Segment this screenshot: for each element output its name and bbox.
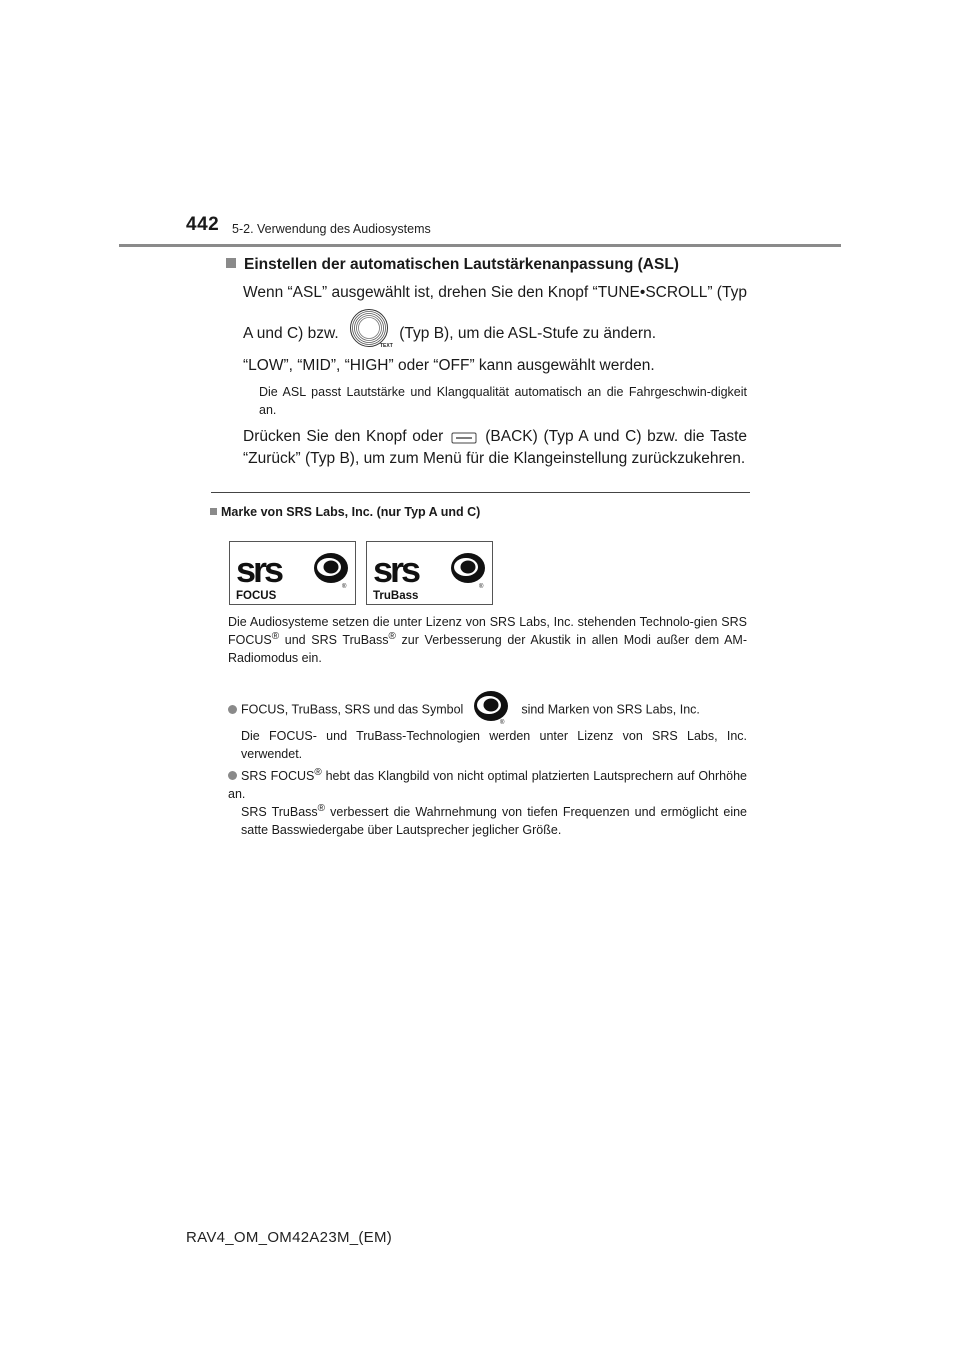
- asl-back-instruction: [243, 426, 747, 470]
- focus-label: FOCUS: [236, 590, 277, 602]
- trubass-label: TruBass: [373, 590, 419, 602]
- asl-options-line: “LOW”, “MID”, “HIGH” oder “OFF” kann ausgewählt werden.: [243, 357, 655, 374]
- chapter-title: 5-2. Verwendung des Audiosystems: [232, 222, 431, 236]
- trademark-bullet: [228, 692, 758, 728]
- tune-knob-icon: [349, 308, 393, 349]
- bullet2-a2: hebt das Klangbild von nicht optimal platzierten Lautsprechern auf Ohrhöhe an.: [228, 769, 747, 801]
- registered-mark: ®: [342, 584, 347, 590]
- back-button-icon: [451, 430, 477, 444]
- srs-focus-logo: [229, 541, 356, 605]
- registered-mark: ®: [388, 630, 396, 642]
- asl-line2-post: (Typ B), um die ASL-Stufe zu ändern.: [399, 325, 657, 343]
- srs-trubass-wordmark: SRS: [373, 549, 419, 590]
- page-number: 442: [186, 214, 220, 235]
- square-bullet-icon: [210, 508, 217, 515]
- asl-line2-pre: A und C) bzw.: [243, 325, 339, 343]
- srs-license-paragraph: [228, 613, 747, 667]
- round-bullet-icon: [228, 705, 237, 714]
- srs-heading-text: Marke von SRS Labs, Inc. (nur Typ A und C): [221, 505, 481, 519]
- section-divider: [211, 492, 750, 493]
- srs-heading: [210, 505, 480, 519]
- srs-para-part3: zur Verbesserung der Akustik in allen Modi außer dem AM-Radiomodus ein.: [228, 633, 747, 665]
- bullet2-b1: SRS TruBass: [241, 805, 318, 819]
- srs-para-part2: und SRS TruBass: [279, 633, 389, 647]
- registered-mark: ®: [317, 802, 326, 814]
- bullet1-continuation: Die FOCUS- und TruBass-Technologien werden unter Lizenz von SRS Labs, Inc. verwendet.: [241, 729, 747, 761]
- asl-instruction-line1: Wenn “ASL” ausgewählt ist, drehen Sie den Knopf “TUNE•SCROLL” (Typ: [243, 284, 747, 301]
- srs-trubass-description: [241, 803, 747, 839]
- bullet1-pre: FOCUS, TruBass, SRS und das Symbol: [241, 702, 464, 717]
- srs-circle-mark-icon: [314, 553, 348, 583]
- knob-label: TEXT: [379, 343, 393, 349]
- square-bullet-icon: [226, 258, 236, 268]
- back-post-text: (BACK) (Typ A und C) bzw. die Taste “Zurück” (Typ B), um zum Menü für die Klangeinstellung zurückzukehren.: [243, 428, 747, 467]
- registered-mark: ®: [314, 766, 322, 778]
- back-pre-text: Drücken Sie den Knopf oder: [243, 428, 444, 445]
- round-bullet-icon: [228, 771, 237, 780]
- asl-instruction-line2: [243, 314, 763, 354]
- registered-mark: ®: [271, 630, 280, 642]
- bullet2-a1: SRS FOCUS: [241, 769, 315, 783]
- srs-circle-mark-icon: [451, 553, 485, 583]
- bullet1-post: sind Marken von SRS Labs, Inc.: [521, 702, 700, 717]
- asl-note: Die ASL passt Lautstärke und Klangqualität automatisch an die Fahrgeschwin-digkeit an.: [259, 385, 747, 417]
- bullet2-b2: verbessert die Wahrnehmung von tiefen Frequenzen und ermöglicht eine satte Basswiedergabe über Lautsprecher jeglicher Größe.: [241, 805, 747, 837]
- asl-heading-text: Einstellen der automatischen Lautstärkenanpassung (ASL): [244, 256, 679, 273]
- srs-symbol-icon: [471, 689, 513, 725]
- registered-mark: ®: [479, 584, 484, 590]
- srs-focus-wordmark: SRS: [236, 549, 282, 590]
- asl-heading: [226, 256, 679, 274]
- srs-para-part1: Die Audiosysteme setzen die unter Lizenz von SRS Labs, Inc. stehenden Technolo-gien SRS FOCUS: [228, 615, 747, 647]
- srs-trubass-logo: [366, 541, 493, 605]
- document-code: RAV4_OM_OM42A23M_(EM): [186, 1229, 393, 1246]
- registered-mark: ®: [500, 720, 505, 726]
- header-divider: [119, 244, 841, 247]
- srs-features-bullet: [228, 767, 747, 803]
